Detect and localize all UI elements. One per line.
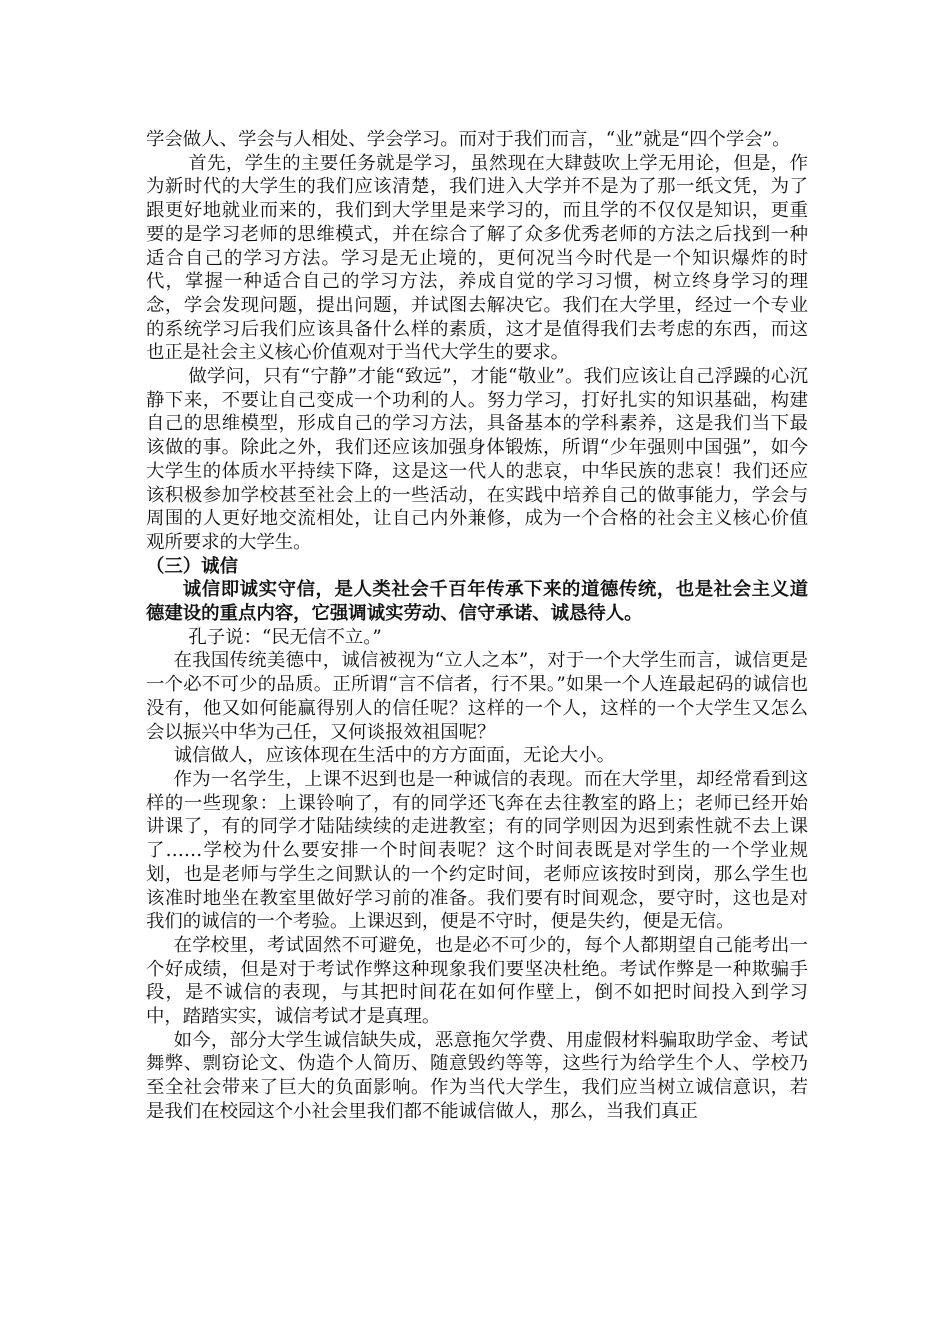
paragraph-study-intro: 学会做人、学会与人相处、学会学习。而对于我们而言，“业”就是“四个学会”。 xyxy=(146,129,791,150)
paragraph-integrity-loss: 如今，部分大学生诚信缺失成，恶意拖欠学费、用虚假材料骗取助学金、考试舞弊、剽窃论文、伪造个人简历、随意毁约等等，这些行为给学生个人、学校乃至全社会带来了巨大的负面影响。作为当代大学生，我们应当树立诚信意识，若是我们在校园这个小社会里我们都不能诚信做人，那么，当我们真正 xyxy=(146,1029,808,1122)
paragraph-scholarship: 做学问，只有“宁静”才能“致远”，才能“敬业”。我们应该让自己浮躁的心沉静下来，不要让自己变成一个功利的人。努力学习，打好扎实的知识基础，构建自己的思维模型，形成自己的学习方法，具备基本的学科素养，这是我们当下最该做的事。除此之外，我们还应该加强身体锻炼，所谓“少年强则中国强”，如今大学生的体质水平持续下降，这是这一代人的悲哀，中华民族的悲哀！我们还应该积极参加学校甚至社会上的一些活动，在实践中培养自己的做事能力，学会与周围的人更好地交流相处，让自己内外兼修，成为一个合格的社会主义核心价值观所要求的大学生。 xyxy=(146,366,808,553)
paragraph-honest-living: 诚信做人，应该体现在生活中的方方面面，无论大小。 xyxy=(173,745,615,767)
paragraph-punctuality: 作为一名学生，上课不迟到也是一种诚信的表现。而在大学里，却经常看到这样的一些现象：上课铃响了，有的同学还飞奔在去往教室的路上；老师已经开始讲课了，有的同学才陆陆续续的走进教室；有的同学则因为迟到索性就不去上课了……学校为什么要安排一个时间表呢？这个时间表既是对学生的一个学业规划，也是老师与学生之间默认的一个约定时间，老师应该按时到岗，那么学生也该准时地坐在教室里做好学习前的准备。我们要有时间观念，要守时，这也是对我们的诚信的一个考验。上课迟到，便是不守时，便是失约，便是无信。 xyxy=(146,768,808,933)
paragraph-traditional-virtue: 在我国传统美德中，诚信被视为“立人之本”，对于一个大学生而言，诚信更是一个必不可少的品质。正所谓“言不信者，行不果。”如果一个人连最起码的诚信也没有，他又如何能赢得别人的信任呢？这样的一个人，这样的一个大学生又怎么会以振兴中华为己任，又何谈报效祖国呢？ xyxy=(146,650,808,743)
paragraph-confucius-quote: 孔子说：“民无信不立。” xyxy=(188,626,382,648)
paragraph-exams: 在学校里，考试固然不可避免，也是必不可少的，每个人都期望自己能考出一个好成绩，但是对于考试作弊这种现象我们要坚决杜绝。考试作弊是一种欺骗手段，是不诚信的表现，与其把时间花在如何作壁上，倒不如把时间投入到学习中，踏踏实实，诚信考试才是真理。 xyxy=(146,934,808,1028)
section-heading-honesty: （三）诚信 xyxy=(146,555,238,577)
paragraph-study-first: 首先，学生的主要任务就是学习，虽然现在大肆鼓吹上学无用论，但是，作为新时代的大学生的我们应该清楚，我们进入大学并不是为了那一纸文凭，为了跟更好地就业而来的，我们到大学里是来学习的，而且学的不仅仅是知识，更重要的是学习老师的思维模式，并在综合了解了众多优秀老师的方法之后找到一种适合自己的学习方法。学习是无止境的，更何况当今时代是一个知识爆炸的时代，掌握一种适合自己的学习方法，养成自觉的学习习惯，树立终身学习的理念，学会发现问题，提出问题，并试图去解决它。我们在大学里，经过一个专业的系统学习后我们应该具备什么样的素质，这才是值得我们去考虑的东西，而这也正是社会主义核心价值观对于当代大学生的要求。 xyxy=(146,152,808,364)
body-text xyxy=(146,128,808,1124)
paragraph-honesty-definition: 诚信即诚实守信，是人类社会千百年传承下来的道德传统，也是社会主义道德建设的重点内容，它强调诚实劳动、信守承诺、诚恳待人。 xyxy=(146,579,808,625)
